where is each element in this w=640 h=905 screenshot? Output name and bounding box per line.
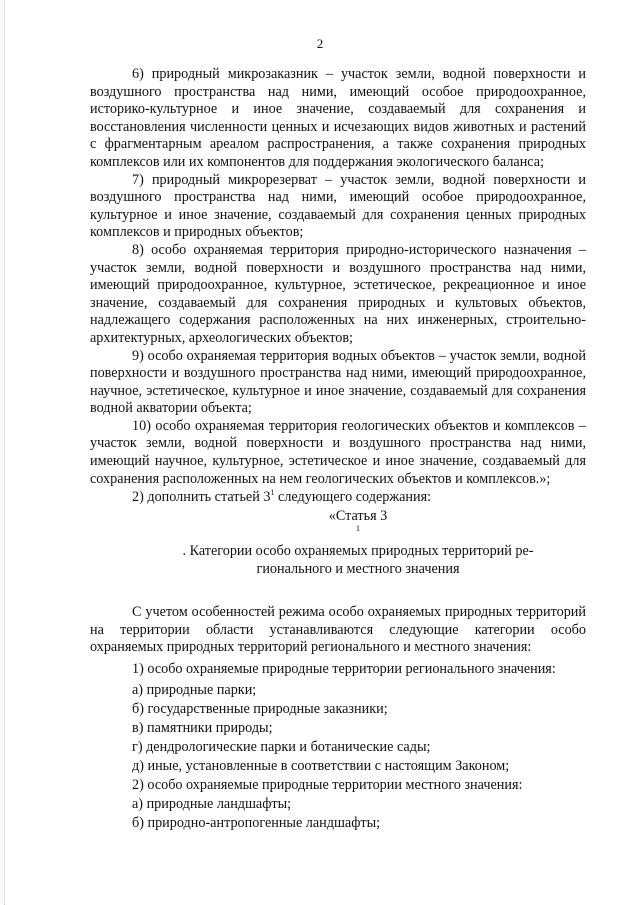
regional-title: 1) особо охраняемые природные территории регионального значения: (132, 661, 556, 677)
article-heading-prefix: «Статья 3 (328, 507, 388, 524)
list-item: б) природно-антропогенные ландшафты; (132, 815, 381, 832)
list-item: а) природные парки; (132, 681, 257, 698)
page-edge (4, 0, 5, 905)
amendment-suffix: следующего содержания: (274, 489, 432, 506)
page-number: 2 (316, 36, 324, 51)
paragraph-item-8: 8) особо охраняемая территория природно-исторического назначения – участок земли, водной поверхности и воздушного пространства над ними, имеющий природоохранное, культурное, эстетическое, рекреационное и иное значение, создаваемый для сохранения природных и культовых объектов, надлежащего содержания расположенных на них инженерных, строительно-архитектурных, археологических объектов; (90, 241, 586, 346)
article-heading-line1 (130, 508, 586, 561)
paragraph-item-10: 10) особо охраняемая территория геологических объектов и комплексов – участок земли, водной поверхности и воздушного пространства над ними, имеющий научное, культурное, эстетическое и иное значение, создаваемый для сохранения расположенных на нем геологических объектов и комплексов.»; (90, 417, 586, 487)
regional-list (90, 682, 586, 776)
paragraph-item-6: 6) природный микрозаказник – участок земли, водной поверхности и воздушного пространства над ними, имеющий особое природоохранное, историко-культурное и иное значение, создаваемый для сохранения и восстановления численности ценных и исчезающих видов животных и растений с фрагментарным ареалом распространения, а также сохранения природных комплексов или их компонентов для поддержания экологического баланса; (90, 66, 586, 170)
list-item: а) природные ландшафты; (132, 796, 292, 813)
list-item: д) иные, установленные в соответствии с настоящим Законом; (132, 757, 510, 774)
article-heading-superscript: 1 (356, 524, 360, 534)
article-heading-line2: гионального и местного значения (256, 560, 460, 577)
list-item: в) памятники природы; (132, 719, 273, 736)
intro-paragraph: С учетом особенностей режима особо охраняемых природных территорий на территории области устанавливаются следующие категории особо охраняемых природных территорий регионального и местного значения: (90, 604, 586, 656)
spacer (90, 578, 586, 604)
amendment-text: 2) дополнить статьей 3 (132, 489, 271, 506)
article-heading (90, 508, 586, 578)
local-title: 2) особо охраняемые природные территории местного значения: (132, 777, 523, 794)
list-item: б) государственные природные заказники; (132, 700, 388, 717)
article-heading-rest: . Категории особо охраняемых природных территорий ре- (182, 543, 534, 560)
document-body (90, 66, 586, 834)
list-item: г) дендрологические парки и ботанические сады; (132, 738, 431, 755)
local-list (90, 796, 586, 833)
amendment-superscript: 1 (270, 488, 275, 498)
paragraph-item-9: 9) особо охраняемая территория водных объектов – участок земли, водной поверхности и воздушного пространства над ними, имеющий природоохранное, научное, эстетическое, культурное и иное значение, создаваемый для сохранения водной акватории объекта; (90, 347, 586, 417)
paragraph-item-7: 7) природный микрорезерват – участок земли, водной поверхности и воздушного пространства над ними, имеющий особое природоохранное, культурное и иное значение, создаваемый для сохранения ценных природных комплексов и природных объектов; (90, 171, 586, 241)
amendment-line (90, 489, 586, 507)
